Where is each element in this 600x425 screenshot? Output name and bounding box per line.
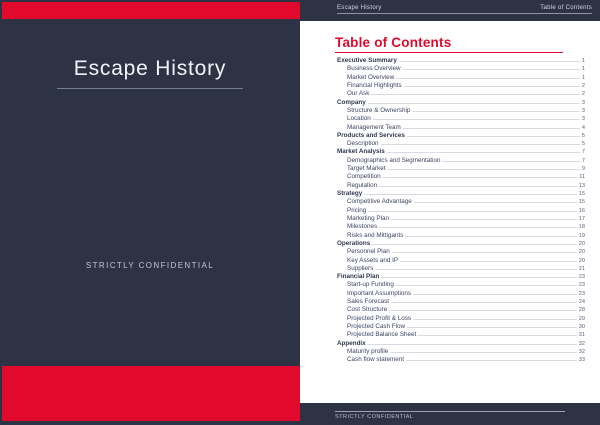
toc-entry[interactable] <box>337 74 585 82</box>
toc-entry[interactable] <box>337 90 585 98</box>
toc-title-rule <box>335 52 563 53</box>
page-header <box>300 0 600 21</box>
toc-entry[interactable] <box>337 107 585 115</box>
toc-page <box>300 0 600 425</box>
toc-page-number: 11 <box>579 174 585 181</box>
toc-leader-line <box>442 161 579 162</box>
toc-entry-label: Management Team <box>347 123 401 131</box>
toc-entry-label: Competitive Advantage <box>347 198 412 206</box>
toc-page-number: 20 <box>578 257 585 264</box>
toc-page-number: 20 <box>578 240 585 247</box>
toc-entry-label: Regulation <box>347 181 378 189</box>
toc-entry-label: Important Assumptions <box>347 289 412 297</box>
toc-entry[interactable] <box>337 215 585 223</box>
toc-entry[interactable] <box>337 198 585 206</box>
toc-page-number: 28 <box>578 307 585 314</box>
toc-leader-line <box>375 269 577 270</box>
toc-entry-label: Strategy <box>337 190 363 197</box>
toc-entry[interactable] <box>337 298 585 306</box>
cover-bottom-red-band <box>2 366 300 421</box>
toc-page-number: 20 <box>578 249 585 256</box>
toc-entry-label: Financial Highlights <box>347 81 402 89</box>
footer-confidential-label: STRICTLY CONFIDENTIAL <box>335 411 565 420</box>
toc-entry[interactable] <box>337 315 585 323</box>
toc-entry[interactable] <box>337 57 585 65</box>
toc-entry-label: Description <box>347 140 379 148</box>
toc-entry-label: Demographics and Segmentation <box>347 156 441 164</box>
toc-entry[interactable] <box>337 323 585 331</box>
toc-page-number: 32 <box>578 340 585 347</box>
toc-entry[interactable] <box>337 273 585 281</box>
toc-entry[interactable] <box>337 232 585 240</box>
toc-page-number: 13 <box>578 182 585 189</box>
toc-leader-line <box>406 360 577 361</box>
toc-page-number: 32 <box>578 348 585 355</box>
toc-page-number: 33 <box>578 357 585 364</box>
toc-leader-line <box>400 261 577 262</box>
toc-leader-line <box>379 186 577 187</box>
toc-leader-line <box>390 352 576 353</box>
toc-entry[interactable] <box>337 281 585 289</box>
toc-entry[interactable] <box>337 223 585 231</box>
toc-leader-line <box>413 294 577 295</box>
toc-entry-label: Projected Profit & Loss <box>347 314 412 322</box>
toc-page-number: 7 <box>581 149 585 156</box>
toc-entry[interactable] <box>337 207 585 215</box>
toc-page-number: 5 <box>581 132 585 139</box>
toc-entry-label: Key Assets and IP <box>347 256 399 264</box>
toc-entry[interactable] <box>337 99 585 107</box>
toc-entry[interactable] <box>337 240 585 248</box>
toc-page-number: 16 <box>578 207 585 214</box>
toc-leader-line <box>414 202 577 203</box>
toc-entry-label: Maturity profile <box>347 347 389 355</box>
toc-entry[interactable] <box>337 124 585 132</box>
toc-page-number: 19 <box>578 232 585 239</box>
toc-page-number: 4 <box>581 124 585 131</box>
toc-list <box>337 57 585 365</box>
toc-entry-label: Pricing <box>347 206 367 214</box>
toc-page-number: 2 <box>581 82 585 89</box>
toc-entry[interactable] <box>337 65 585 73</box>
toc-entry[interactable] <box>337 190 585 198</box>
toc-leader-line <box>412 111 580 112</box>
toc-leader-line <box>383 177 578 178</box>
toc-page-number: 1 <box>581 66 585 73</box>
toc-entry[interactable] <box>337 265 585 273</box>
toc-title: Table of Contents <box>335 35 452 50</box>
toc-entry-label: Target Market <box>347 165 386 173</box>
toc-entry-label: Marketing Plan <box>347 214 389 222</box>
toc-entry[interactable] <box>337 340 585 348</box>
toc-entry-label: Cash flow statement <box>347 356 405 364</box>
toc-entry-label: Cost Structure <box>347 306 388 314</box>
toc-entry[interactable] <box>337 182 585 190</box>
toc-entry-label: Projected Cash Flow <box>347 323 406 330</box>
toc-entry-label: Market Analysis <box>337 148 385 156</box>
toc-entry-label: Sales Forecast <box>347 298 389 306</box>
toc-entry-label: Projected Balance Sheet <box>347 331 417 339</box>
toc-leader-line <box>387 152 580 153</box>
toc-leader-line <box>368 344 577 345</box>
toc-page-number: 3 <box>581 107 585 114</box>
toc-entry-label: Risks and Mittigants <box>347 231 404 239</box>
cover-title-underline <box>57 88 243 89</box>
cover-confidential-label: STRICTLY CONFIDENTIAL <box>85 261 215 270</box>
cover-title-block <box>0 57 300 89</box>
toc-page-number: 31 <box>578 332 585 339</box>
toc-page-number: 5 <box>581 141 585 148</box>
toc-leader-line <box>381 277 576 278</box>
toc-entry-label: Operations <box>337 239 371 247</box>
cover-top-red-band <box>2 2 300 19</box>
toc-page-number: 23 <box>578 274 585 281</box>
toc-leader-line <box>407 327 577 328</box>
toc-leader-line <box>407 136 580 137</box>
toc-page-number: 15 <box>578 191 585 197</box>
toc-leader-line <box>368 211 577 212</box>
toc-entry-label: Competition <box>347 173 381 181</box>
toc-leader-line <box>364 194 577 195</box>
toc-entry[interactable] <box>337 82 585 90</box>
toc-entry[interactable] <box>337 157 585 165</box>
toc-entry-label: Location <box>347 115 371 123</box>
toc-entry[interactable] <box>337 257 585 265</box>
toc-leader-line <box>389 310 577 311</box>
toc-leader-line <box>403 128 580 129</box>
toc-leader-line <box>418 335 576 336</box>
header-section-title: Table of Contents <box>540 5 592 11</box>
page-footer <box>300 403 600 425</box>
toc-page-number: 3 <box>581 116 585 123</box>
toc-entry-label: Market Overview <box>347 73 395 81</box>
toc-page-number: 24 <box>578 299 585 306</box>
toc-leader-line <box>392 252 577 253</box>
toc-entry-label: Suppliers <box>347 264 374 272</box>
toc-leader-line <box>403 69 580 70</box>
toc-entry-label: Company <box>337 98 366 106</box>
toc-page-number: 21 <box>578 265 585 272</box>
toc-leader-line <box>372 244 577 245</box>
toc-leader-line <box>399 61 580 62</box>
cover-title: Escape History <box>73 57 227 80</box>
toc-entry[interactable] <box>337 115 585 123</box>
toc-entry-label: Our Ask <box>347 90 370 98</box>
toc-entry-label: Financial Plan <box>337 273 380 281</box>
toc-leader-line <box>373 119 580 120</box>
toc-entry-label: Appendix <box>337 339 366 347</box>
toc-leader-line <box>368 103 580 104</box>
toc-leader-line <box>391 302 577 303</box>
toc-leader-line <box>405 236 576 237</box>
toc-entry[interactable] <box>337 356 585 364</box>
toc-entry-label: Structure & Ownership <box>347 106 411 114</box>
toc-page-number: 1 <box>581 74 585 81</box>
toc-entry-label: Personnel Plan <box>347 248 390 256</box>
toc-entry[interactable] <box>337 165 585 173</box>
toc-entry-label: Executive Summary <box>337 57 397 64</box>
toc-leader-line <box>391 219 577 220</box>
toc-leader-line <box>379 227 577 228</box>
toc-entry-label: Products and Services <box>337 131 405 139</box>
toc-entry[interactable] <box>337 331 585 339</box>
toc-leader-line <box>413 319 577 320</box>
toc-page-number: 15 <box>578 199 585 206</box>
toc-page-number: 23 <box>578 282 585 289</box>
toc-page-number: 7 <box>581 157 585 164</box>
toc-page-number: 18 <box>578 224 585 231</box>
toc-entry[interactable] <box>337 290 585 298</box>
toc-entry[interactable] <box>337 140 585 148</box>
toc-leader-line <box>371 94 579 95</box>
toc-entry[interactable] <box>337 248 585 256</box>
toc-page-number: 9 <box>581 166 585 173</box>
toc-entry-label: Milestones <box>347 223 378 231</box>
toc-leader-line <box>396 78 580 79</box>
toc-entry-label: Start-up Funding <box>347 281 394 289</box>
toc-page-number: 30 <box>578 324 585 330</box>
toc-page-number: 29 <box>578 315 585 322</box>
toc-entry[interactable] <box>337 173 585 181</box>
toc-page-number: 2 <box>581 91 585 98</box>
toc-entry-label: Business Overview <box>347 65 401 73</box>
toc-entry[interactable] <box>337 132 585 140</box>
toc-entry[interactable] <box>337 348 585 356</box>
toc-page-number: 1 <box>581 58 585 64</box>
toc-leader-line <box>381 144 580 145</box>
toc-entry[interactable] <box>337 306 585 314</box>
toc-page-number: 3 <box>581 99 585 106</box>
toc-leader-line <box>404 86 580 87</box>
toc-entry[interactable] <box>337 148 585 156</box>
toc-page-number: 17 <box>578 215 585 222</box>
toc-page-number: 23 <box>578 290 585 297</box>
toc-leader-line <box>388 169 580 170</box>
toc-leader-line <box>396 285 577 286</box>
page-header-rule <box>337 5 592 14</box>
header-doc-title: Escape History <box>337 5 382 11</box>
